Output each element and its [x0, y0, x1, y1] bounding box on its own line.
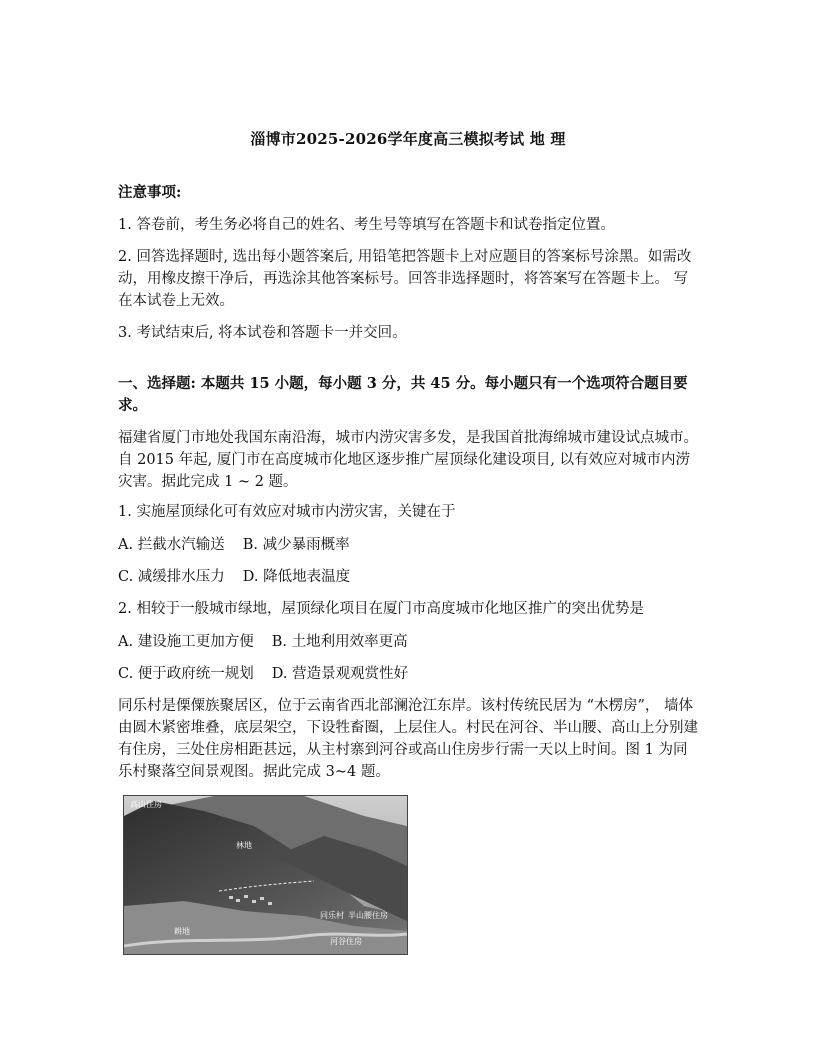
question-1-options-row-1	[118, 534, 698, 556]
figure-1-settlement-photo	[123, 795, 408, 955]
label-valley-house: 河谷住房	[330, 937, 362, 946]
question-2-options-row-2	[118, 663, 698, 685]
q1-option-a: A. 拦截水汽输送	[118, 537, 225, 553]
section-heading: 一、选择题: 本题共 15 小题，每小题 3 分，共 45 分。每小题只有一个选项符合题目要求。	[118, 375, 688, 414]
passage-tongle-village: 同乐村是傈僳族聚居区，位于云南省西北部澜沧江东岸。该村传统民居为 “木楞房”， 墙体由圆木紧密堆叠，底层架空，下设牲畜圈，上层住人。村民在河谷、半山腰、高山上分别建有住房，三处住房相距甚远，从主村寨到河谷或高山住房步行需一天以上时间。图 1 为同乐村聚落空间景观图。据此完成 3~4 题。	[118, 698, 698, 780]
label-tongle-village: 同乐村	[320, 911, 344, 920]
question-1-options-row-2	[118, 566, 698, 588]
page-title: 淄博市2025-2026学年度高三模拟考试 地 理	[250, 130, 566, 148]
label-farmland: 耕地	[174, 927, 190, 936]
q2-option-a: A. 建设施工更加方便	[118, 634, 254, 650]
label-mid-mountain: 半山腰住房	[348, 911, 388, 920]
q2-option-c: C. 便于政府统一规划	[118, 666, 254, 682]
label-forest: 林地	[236, 841, 252, 850]
q1-option-d: D. 降低地表温度	[242, 569, 351, 585]
settlement-landscape-graphic	[124, 796, 407, 954]
question-1-stem: 1. 实施屋顶绿化可有效应对城市内涝灾害，关键在于	[118, 504, 456, 520]
q2-option-b: B. 土地利用效率更高	[271, 634, 408, 650]
q2-option-d: D. 营造景观观赏性好	[271, 666, 409, 682]
notice-item-1: 1. 答卷前，考生务必将自己的姓名、考生号等填写在答题卡和试卷指定位置。	[118, 217, 615, 233]
question-2-options-row-1	[118, 631, 698, 653]
label-high-mountain: 高山住房	[130, 800, 162, 809]
notice-heading: 注意事项:	[118, 184, 182, 201]
q1-option-b: B. 减少暴雨概率	[242, 537, 350, 553]
notice-item-2: 2. 回答选择题时, 选出每小题答案后, 用铅笔把答题卡上对应题目的答案标号涂黑。如需改动，用橡皮擦干净后，再选涂其他答案标号。回答非选择题时，将答案写在答题卡上。 写在本试卷上无效。	[118, 249, 692, 309]
question-2-stem: 2. 相较于一般城市绿地，屋顶绿化项目在厦门市高度城市化地区推广的突出优势是	[118, 601, 644, 617]
passage-xiamen: 福建省厦门市地处我国东南沿海，城市内涝灾害多发，是我国首批海绵城市建设试点城市。自 2015 年起, 厦门市在高度城市化地区逐步推广屋顶绿化建设项目, 以有效应对城市内涝灾害。据此完成 1 ~ 2 题。	[118, 430, 698, 490]
q1-option-c: C. 减缓排水压力	[118, 569, 225, 585]
notice-item-3: 3. 考试结束后, 将本试卷和答题卡一并交回。	[118, 325, 407, 341]
